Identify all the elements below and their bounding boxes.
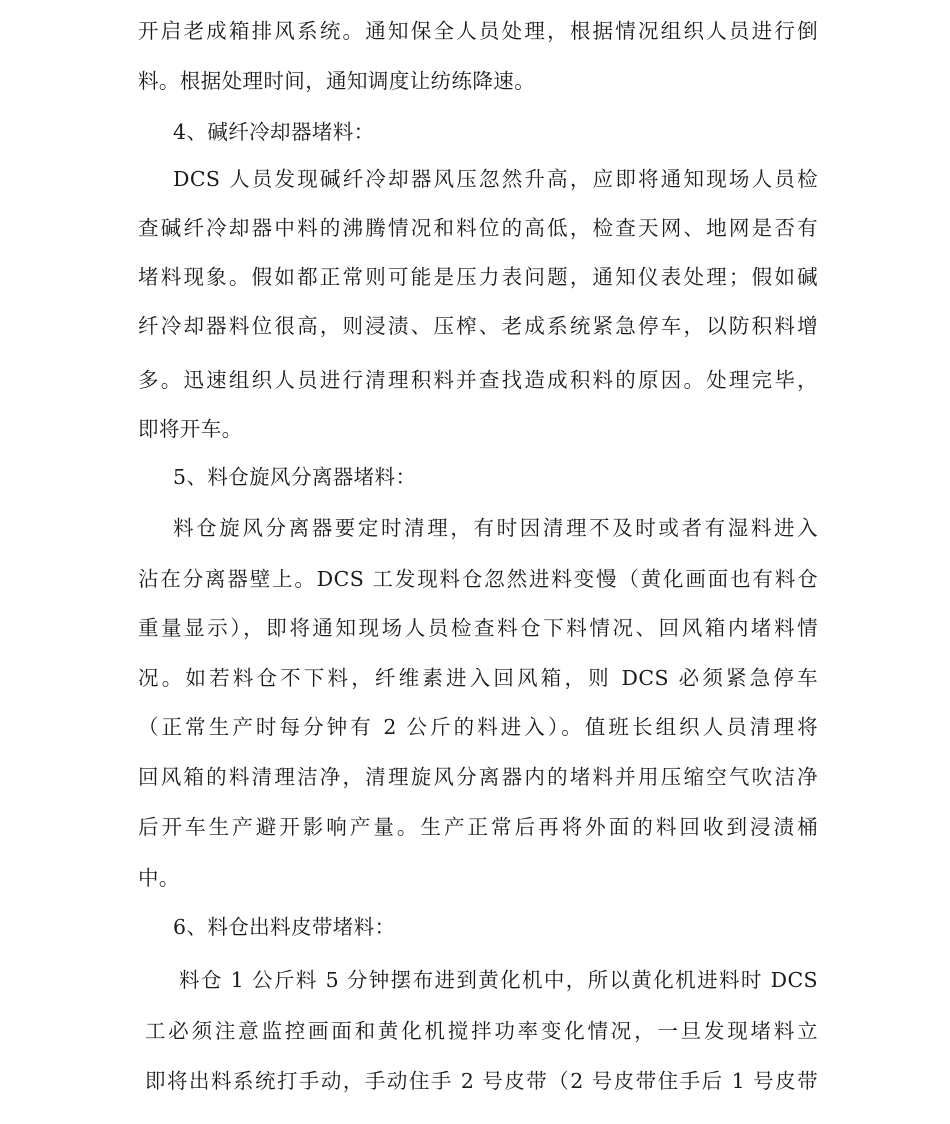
body-text-line: 料仓 1 公斤料 5 分钟摆布进到黄化机中，所以黄化机进料时 DCS <box>179 968 818 992</box>
body-text-line: 后开车生产避开影响产量。生产正常后再将外面的料回收到浸渍桶 <box>138 815 818 839</box>
body-text-line: 即将出料系统打手动，手动住手 2 号皮带（2 号皮带住手后 1 号皮带 <box>145 1069 818 1093</box>
section-heading-5: 5、料仓旋风分离器堵料： <box>173 465 417 489</box>
body-text-line: 况。如若料仓不下料，纤维素进入回风箱，则 DCS 必须紧急停车 <box>138 666 818 690</box>
body-text-line: DCS 人员发现碱纤冷却器风压忽然升高，应即将通知现场人员检 <box>173 167 818 191</box>
body-text-line: 回风箱的料清理洁净，清理旋风分离器内的堵料并用压缩空气吹洁净 <box>138 765 818 789</box>
section-heading-4: 4、碱纤冷却器堵料： <box>173 120 375 144</box>
body-text-line: 重量显示），即将通知现场人员检查料仓下料情况、回风箱内堵料情 <box>138 616 818 640</box>
body-text-line: 料仓旋风分离器要定时清理，有时因清理不及时或者有湿料进入 <box>173 516 818 540</box>
section-heading-6: 6、料仓出料皮带堵料： <box>173 915 396 939</box>
body-text-line: 查碱纤冷却器中料的沸腾情况和料位的高低，检查天网、地网是否有 <box>138 216 818 240</box>
body-text-line: 料。根据处理时间，通知调度让纺练降速。 <box>138 69 536 93</box>
body-text-line: 堵料现象。假如都正常则可能是压力表问题，通知仪表处理；假如碱 <box>138 265 818 289</box>
body-text-line: 即将开车。 <box>138 417 243 441</box>
body-text-line: 沾在分离器壁上。DCS 工发现料仓忽然进料变慢（黄化画面也有料仓 <box>138 567 818 591</box>
body-text-line: 工必须注意监控画面和黄化机搅拌功率变化情况，一旦发现堵料立 <box>145 1019 818 1043</box>
body-text-line: 开启老成箱排风系统。通知保全人员处理，根据情况组织人员进行倒 <box>138 19 818 43</box>
body-text-line: 多。迅速组织人员进行清理积料并查找造成积料的原因。处理完毕， <box>138 368 818 392</box>
body-text-line: 中。 <box>138 866 180 890</box>
body-text-line: （正常生产时每分钟有 2 公斤的料进入）。值班长组织人员清理将 <box>138 715 818 739</box>
body-text-line: 纤冷却器料位很高，则浸渍、压榨、老成系统紧急停车，以防积料增 <box>138 314 818 338</box>
